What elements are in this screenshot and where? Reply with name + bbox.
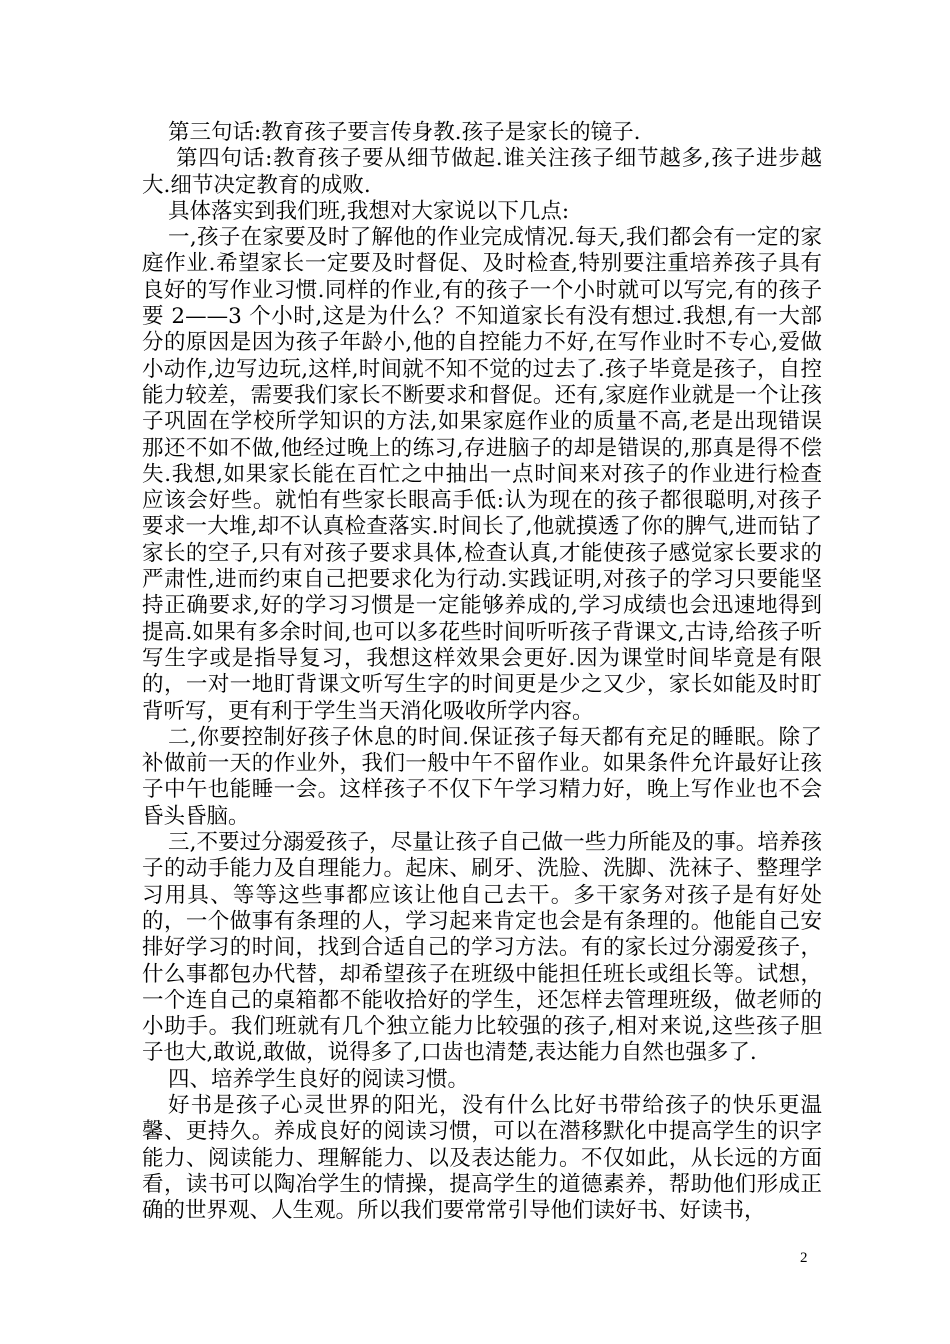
paragraph-point-two: 二,你要控制好孩子休息的时间.保证孩子每天都有充足的睡眠。除了补做前一天的作业外，我们一般中午不留作业。如果条件允许最好让孩子中午也能睡一会。这样孩子不仅下午学习精力好，晚上写作业也不会昏头昏脑。 — [142, 724, 822, 829]
paragraph-fourth-saying: 第四句话:教育孩子要从细节做起.谁关注孩子细节越多,孩子进步越大.细节决定教育的成败. — [142, 146, 822, 198]
page-number: 2 — [800, 1250, 808, 1266]
paragraph-point-three: 三,不要过分溺爱孩子，尽量让孩子自己做一些力所能及的事。培养孩子的动手能力及自理能力。起床、刷牙、洗脸、洗脚、洗袜子、整理学习用具、等等这些事都应该让他自己去干。多干家务对孩子是有好处的，一个做事有条理的人，学习起来肯定也会是有条理的。他能自己安排好学习的时间，找到合适自己的学习方法。有的家长过分溺爱孩子，什么事都包办代替，却希望孩子在班级中能担任班长或组长等。试想，一个连自己的桌箱都不能收拾好的学生，还怎样去管理班级，做老师的小助手。我们班就有几个独立能力比较强的孩子,相对来说,这些孩子胆子也大,敢说,敢做，说得多了,口齿也清楚,表达能力自然也强多了. — [142, 830, 822, 1066]
paragraph-intro-points: 具体落实到我们班,我想对大家说以下几点: — [168, 198, 570, 224]
body-text — [142, 120, 822, 1224]
paragraph-point-four-heading: 四、培养学生良好的阅读习惯。 — [168, 1066, 470, 1092]
paragraph-third-saying: 第三句话:教育孩子要言传身教.孩子是家长的镜子. — [168, 120, 641, 145]
paragraph-reading: 好书是孩子心灵世界的阳光，没有什么比好书带给孩子的快乐更温馨、更持久。养成良好的阅读习惯，可以在潜移默化中提高学生的识字能力、阅读能力、理解能力、以及表达能力。不仅如此，从长远的方面看，读书可以陶冶学生的情操，提高学生的道德素养，帮助他们形成正确的世界观、人生观。所以我们要常常引导他们读好书、好读书， — [142, 1092, 822, 1224]
paragraph-point-one: 一,孩子在家要及时了解他的作业完成情况.每天,我们都会有一定的家庭作业.希望家长一定要及时督促、及时检查,特别要注重培养孩子具有良好的写作业习惯.同样的作业,有的孩子一个小时就可以写完,有的孩子要 2——3 个小时,这是为什么？不知道家长有没有想过.我想,有一大部分的原因是因为孩子年龄小,他的自控能力不好,在写作业时不专心,爱做小动作,边写边玩,这样,时间就不知不觉的过去了.孩子毕竟是孩子，自控能力较差，需要我们家长不断要求和督促。还有,家庭作业就是一个让孩子巩固在学校所学知识的方法,如果家庭作业的质量不高,老是出现错误那还不如不做,他经过晚上的练习,存进脑子的却是错误的,那真是得不偿失.我想,如果家长能在百忙之中抽出一点时间来对孩子的作业进行检查应该会好些。就怕有些家长眼高手低:认为现在的孩子都很聪明,对孩子要求一大堆,却不认真检查落实.时间长了,他就摸透了你的脾气,进而钻了家长的空子,只有对孩子要求具体,检查认真,才能使孩子感觉家长要求的严肃性,进而约束自己把要求化为行动.实践证明,对孩子的学习只要能坚持正确要求,好的学习习惯是一定能够养成的,学习成绩也会迅速地得到提高.如果有多余时间,也可以多花些时间听听孩子背课文,古诗,给孩子听写生字或是指导复习，我想这样效果会更好.因为课堂时间毕竟是有限的，一对一地盯背课文听写生字的时间更是少之又少，家长如能及时盯背听写，更有利于学生当天消化吸收所学内容。 — [142, 225, 822, 724]
